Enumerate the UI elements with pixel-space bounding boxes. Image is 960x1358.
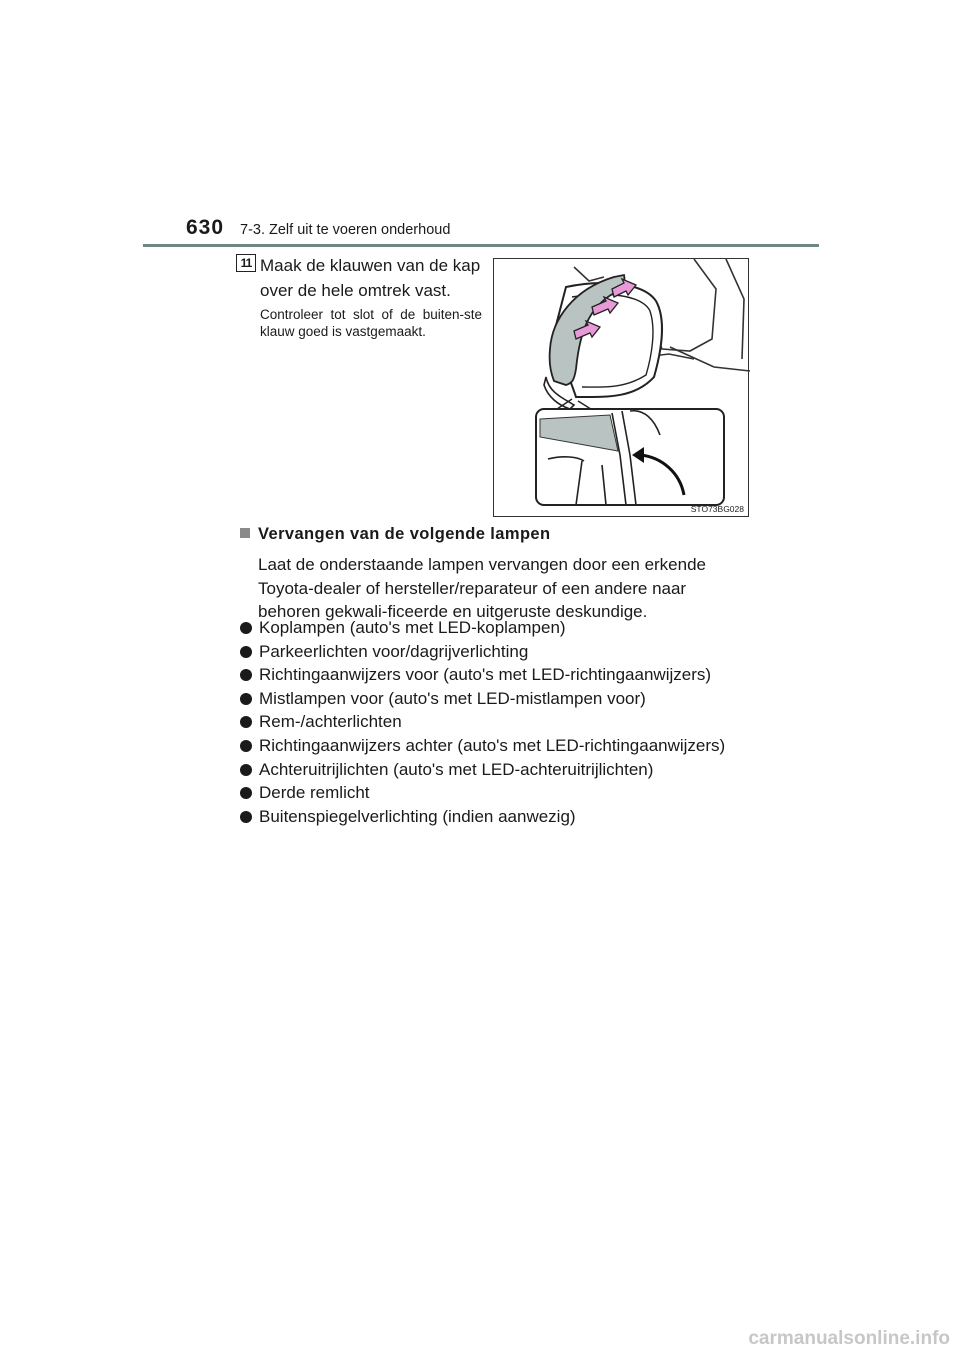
step-number-badge: 11 — [236, 254, 256, 272]
list-item — [240, 687, 760, 711]
list-item — [240, 758, 760, 782]
mirror-cover-illustration — [494, 259, 750, 518]
list-item-label: Mistlampen voor (auto's met LED-mistlampen voor) — [259, 688, 646, 708]
list-item — [240, 734, 760, 758]
page-number: 630 — [186, 216, 225, 239]
bullet-icon — [240, 787, 252, 799]
list-item — [240, 616, 760, 640]
bullet-icon — [240, 740, 252, 752]
square-bullet-icon — [240, 528, 250, 538]
mirror-figure — [493, 258, 749, 517]
header-rule — [143, 244, 819, 247]
figure-code: STO73BG028 — [690, 504, 744, 514]
list-item-label: Buitenspiegelverlichting (indien aanwezig) — [259, 806, 576, 826]
section-paragraph: Laat de onderstaande lampen vervangen door een erkende Toyota-dealer of hersteller/reparateur of een andere naar behoren gekwali-ficeerde en uitgeruste deskundige. — [258, 555, 707, 621]
list-item-label: Richtingaanwijzers achter (auto's met LED-richtingaanwijzers) — [259, 735, 726, 755]
list-item — [240, 663, 760, 687]
bullet-icon — [240, 811, 252, 823]
list-item-label: Achteruitrijlichten (auto's met LED-achteruitrijlichten) — [259, 759, 654, 779]
step-note: Controleer tot slot of de buiten-ste klauw goed is vastgemaakt. — [260, 307, 482, 339]
list-item — [240, 805, 760, 829]
section-heading — [240, 525, 550, 544]
section-title: 7-3. Zelf uit te voeren onderhoud — [240, 222, 451, 238]
bullet-icon — [240, 764, 252, 776]
list-item-label: Richtingaanwijzers voor (auto's met LED-richtingaanwijzers) — [259, 665, 712, 685]
bullet-icon — [240, 693, 252, 705]
watermark-link[interactable]: carmanualsonline.info — [748, 1328, 950, 1349]
step-instruction: Maak de klauwen van de kap over de hele omtrek vast. — [260, 256, 481, 300]
bullet-icon — [240, 669, 252, 681]
list-item — [240, 781, 760, 805]
list-item — [240, 640, 760, 664]
list-item-label: Koplampen (auto's met LED-koplampen) — [259, 618, 566, 637]
lamp-list — [240, 616, 760, 828]
section-heading-label: Vervangen van de volgende lampen — [258, 525, 551, 543]
list-item-label: Parkeerlichten voor/dagrijverlichting — [259, 641, 529, 661]
list-item — [240, 710, 760, 734]
list-item-label: Derde remlicht — [259, 783, 370, 803]
bullet-icon — [240, 646, 252, 658]
bullet-icon — [240, 716, 252, 728]
bullet-icon — [240, 622, 252, 634]
list-item-label: Rem-/achterlichten — [259, 712, 402, 732]
